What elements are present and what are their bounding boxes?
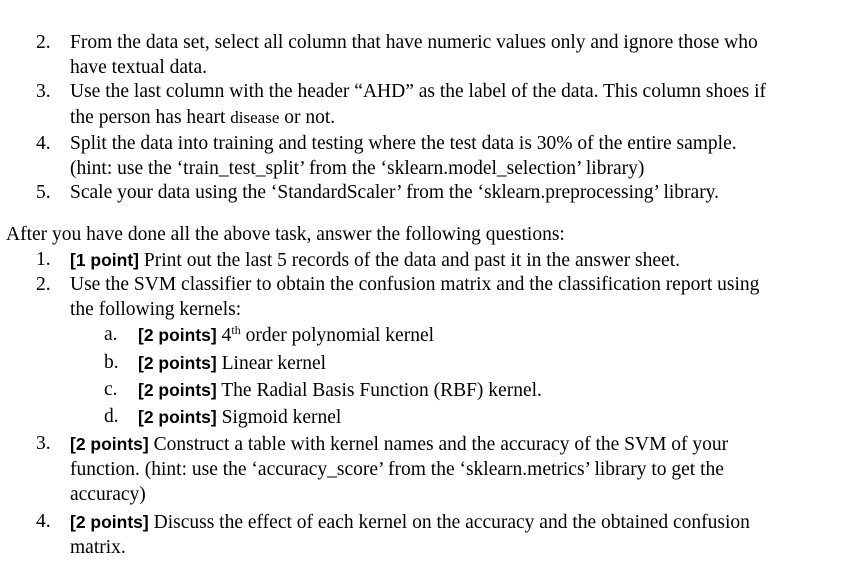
question-line: matrix. <box>70 537 126 558</box>
task-text-line: Use the last column with the header “AHD” as the label of the data. This column shoes if <box>70 81 767 102</box>
question-line: Use the SVM classifier to obtain the confusion matrix and the classification report using <box>70 274 760 295</box>
subitem-letter: a. <box>104 324 118 345</box>
question-number: 3. <box>36 433 51 454</box>
question-line: function. (hint: use the ‘accuracy_score’ from the ‘sklearn.metrics’ library to get the <box>70 459 724 480</box>
task-text-line: Split the data into training and testing where the test data is 30% of the entire sample. <box>70 133 737 154</box>
points-label: [2 points] <box>138 353 217 373</box>
question-text: Discuss the effect of each kernel on the accuracy and the obtained confusion <box>148 512 750 533</box>
task-number: 4. <box>36 133 51 154</box>
points-label: [2 points] <box>70 434 149 454</box>
subitem-text: 4 <box>216 325 232 346</box>
subitem-letter: d. <box>104 406 119 427</box>
subitem-line <box>138 351 326 375</box>
task-text-line: (hint: use the ‘train_test_split’ from the ‘sklearn.model_selection’ library) <box>70 158 645 179</box>
subitem-text: Linear kernel <box>216 353 327 374</box>
question-line: the following kernels: <box>70 299 242 320</box>
question-text: Construct a table with kernel names and the accuracy of the SVM of your <box>148 434 729 455</box>
question-text: Print out the last 5 records of the data and past it in the answer sheet. <box>139 250 680 271</box>
points-label: [1 point] <box>70 250 140 270</box>
subitem-line <box>138 323 434 347</box>
ordinal-suffix: th <box>231 323 241 337</box>
points-label: [2 points] <box>138 407 217 427</box>
question-line <box>70 510 750 534</box>
task-text: or not. <box>279 107 336 128</box>
task-number: 3. <box>36 81 51 102</box>
question-number: 4. <box>36 511 51 532</box>
question-line: accuracy) <box>70 484 146 505</box>
subitem-letter: b. <box>104 352 119 373</box>
questions-intro: After you have done all the above task, answer the following questions: <box>6 224 565 245</box>
task-text: the person has heart <box>70 107 226 128</box>
subitem-line <box>138 378 542 402</box>
points-label: [2 points] <box>138 380 217 400</box>
task-number: 2. <box>36 32 51 53</box>
task-text-line: Scale your data using the ‘StandardScaler’ from the ‘sklearn.preprocessing’ library. <box>70 182 720 203</box>
task-text-small: disease <box>230 108 280 127</box>
subitem-text: order polynomial kernel <box>240 325 435 346</box>
task-number: 5. <box>36 182 51 203</box>
task-text-line: have textual data. <box>70 57 207 78</box>
task-text-line: From the data set, select all column that have numeric values only and ignore those who <box>70 32 758 53</box>
task-text-line <box>70 106 335 130</box>
question-number: 2. <box>36 274 51 295</box>
question-line <box>70 432 728 456</box>
subitem-letter: c. <box>104 379 118 400</box>
subitem-text: Sigmoid kernel <box>216 407 342 428</box>
question-number: 1. <box>36 249 51 270</box>
question-line <box>70 248 680 272</box>
points-label: [2 points] <box>138 325 217 345</box>
subitem-line <box>138 405 341 429</box>
points-label: [2 points] <box>70 512 149 532</box>
subitem-text: The Radial Basis Function (RBF) kernel. <box>216 380 542 401</box>
